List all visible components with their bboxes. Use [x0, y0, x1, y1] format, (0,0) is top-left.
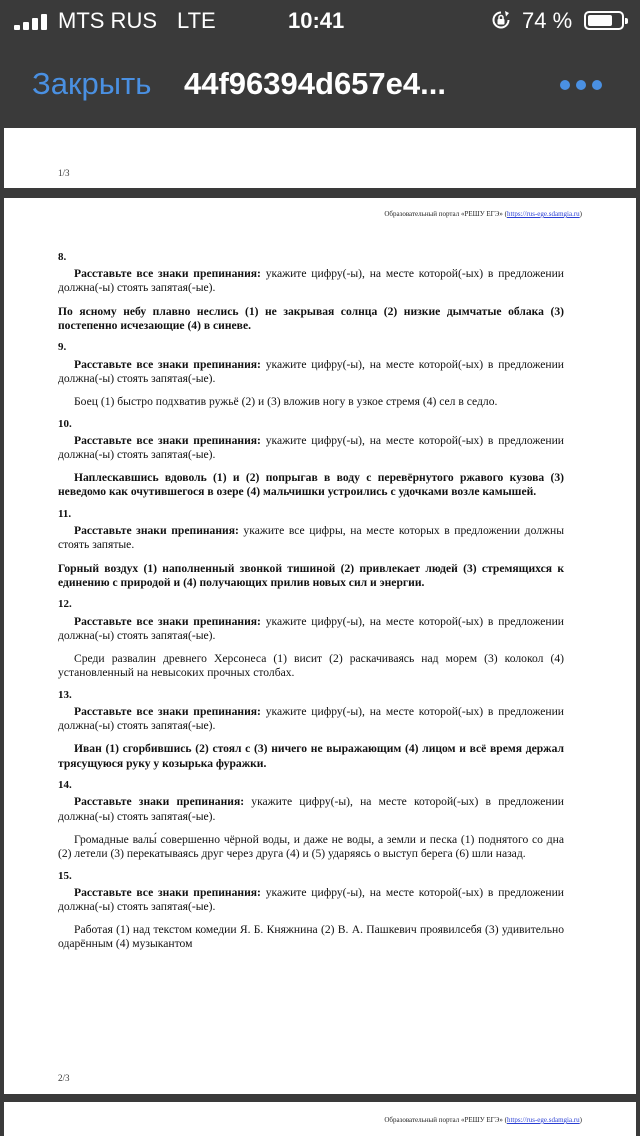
task-instruction: Расставьте знаки препинания: укажите все цифры, на месте которых в предложении должны стоять запятые.: [58, 524, 565, 552]
page-header: [384, 210, 582, 218]
close-button[interactable]: Закрыть: [32, 66, 152, 101]
battery-icon: [584, 11, 624, 30]
document-title: 44f96394d657e4...: [184, 66, 446, 101]
carrier-name: MTS RUS: [58, 8, 157, 33]
task-number: 12.: [58, 598, 72, 611]
task-sentence: Работая (1) над текстом комедии Я. Б. Княжнина (2) В. А. Пашкевич проявилсебя (3) удивительно одарённым (4) музыкантом: [58, 923, 564, 951]
task-sentence: Иван (1) сгорбившись (2) стоял с (3) ничего не выражающим (4) лицом и всё время держал трясущуюся руку у козырька фуражки.: [58, 742, 564, 770]
pdf-page-2: [4, 198, 636, 1094]
more-icon[interactable]: [560, 80, 602, 92]
task-number: 15.: [58, 869, 72, 882]
header-close: ): [579, 1116, 582, 1124]
task-item: [58, 778, 564, 861]
navigation-bar: [0, 40, 640, 128]
task-number: 13.: [58, 688, 72, 701]
task-item: [58, 869, 564, 952]
task-number: 14.: [58, 779, 72, 792]
header-link[interactable]: https://rus-ege.sdamgia.ru: [506, 210, 580, 218]
header-link[interactable]: https://rus-ege.sdamgia.ru: [506, 1116, 580, 1124]
header-close: ): [579, 210, 582, 218]
task-number: 10.: [58, 417, 72, 430]
task-number: 8.: [58, 251, 67, 263]
task-sentence: Горный воздух (1) наполненный звонкой тишиной (2) привлекает людей (3) стремящихся к единению с природой и (4) получающих прилив новых сил и энергии.: [58, 561, 564, 589]
task-instruction: Расставьте все знаки препинания: укажите цифру(-ы), на месте которой(-ых) в предложении должна(-ы) стоять запятая(-ые).: [58, 885, 565, 914]
task-number: 11.: [58, 508, 72, 521]
task-sentence: Громадные валы́ совершенно чёрной воды, и даже не воды, а земли и песка (1) поднятого со дна (2) летели (3) перекатываясь друг через друга (4) и (5) ударяясь о выступ берега (6) шли назад.: [58, 832, 564, 861]
header-text: Образовательный портал «РЕШУ ЕГЭ» (: [384, 1116, 507, 1124]
task-sentence: Среди развалин древнего Херсонеса (1) висит (2) раскачиваясь над морем (3) колокол (4) установленный на невысоких прочных столбах.: [58, 652, 564, 680]
rotation-lock-icon: [491, 10, 511, 30]
task-item: [58, 250, 564, 333]
task-item: [58, 688, 564, 771]
task-instruction: Расставьте все знаки препинания: укажите цифру(-ы), на месте которой(-ых) в предложении должна(-ы) стоять запятая(-ые).: [58, 357, 565, 385]
task-instruction: Расставьте все знаки препинания: укажите цифру(-ы), на месте которой(-ых) в предложении должна(-ы) стоять запятая(-ые).: [58, 705, 565, 733]
task-item: [58, 507, 564, 590]
status-bar: [0, 0, 640, 40]
task-sentence: По ясному небу плавно неслись (1) не закрывая солнца (2) низкие дымчатые облака (3) постепенно исчезающие (4) в синеве.: [58, 304, 564, 332]
task-instruction: Расставьте все знаки препинания: укажите цифру(-ы), на месте которой(-ых) в предложении должна(-ы) стоять запятая(-ые).: [58, 267, 565, 295]
page-header: [384, 1116, 582, 1124]
task-instruction: Расставьте знаки препинания: укажите цифру(-ы), на месте которой(-ых) в предложении должна(-ы) стоять запятая(-ые).: [58, 795, 564, 823]
pdf-page-1: [4, 128, 636, 188]
task-instruction: Расставьте все знаки препинания: укажите цифру(-ы), на месте которой(-ых) в предложении должна(-ы) стоять запятая(-ые).: [58, 433, 565, 462]
task-instruction: Расставьте все знаки препинания: укажите цифру(-ы), на месте которой(-ых) в предложении должна(-ы) стоять запятая(-ые).: [58, 614, 565, 642]
task-item: [58, 340, 564, 409]
document-viewer[interactable]: [0, 128, 640, 1136]
task-sentence: Наплескавшись вдоволь (1) и (2) попрыгав в воду с перевёрнутого ржавого кузова (3) неведомо как очутившегося в озере (4) мальчишки устроились с удочками возле камышей.: [58, 471, 564, 499]
task-item: [58, 417, 564, 500]
header-text: Образовательный портал «РЕШУ ЕГЭ» (: [384, 210, 507, 218]
page-number: 2/3: [58, 1073, 70, 1083]
pdf-page-3: [4, 1102, 636, 1136]
battery-percentage: 74 %: [522, 8, 573, 33]
task-sentence: Боец (1) быстро подхватив ружьё (2) и (3) вложив ногу в узкое стремя (4) сел в седло.: [74, 395, 498, 409]
task-item: [58, 597, 564, 680]
clock: 10:41: [288, 8, 345, 33]
network-type: LTE: [177, 8, 216, 33]
signal-icon: [14, 14, 50, 30]
task-list: [58, 250, 564, 959]
task-number: 9.: [58, 341, 67, 354]
page-number: 1/3: [58, 168, 70, 178]
